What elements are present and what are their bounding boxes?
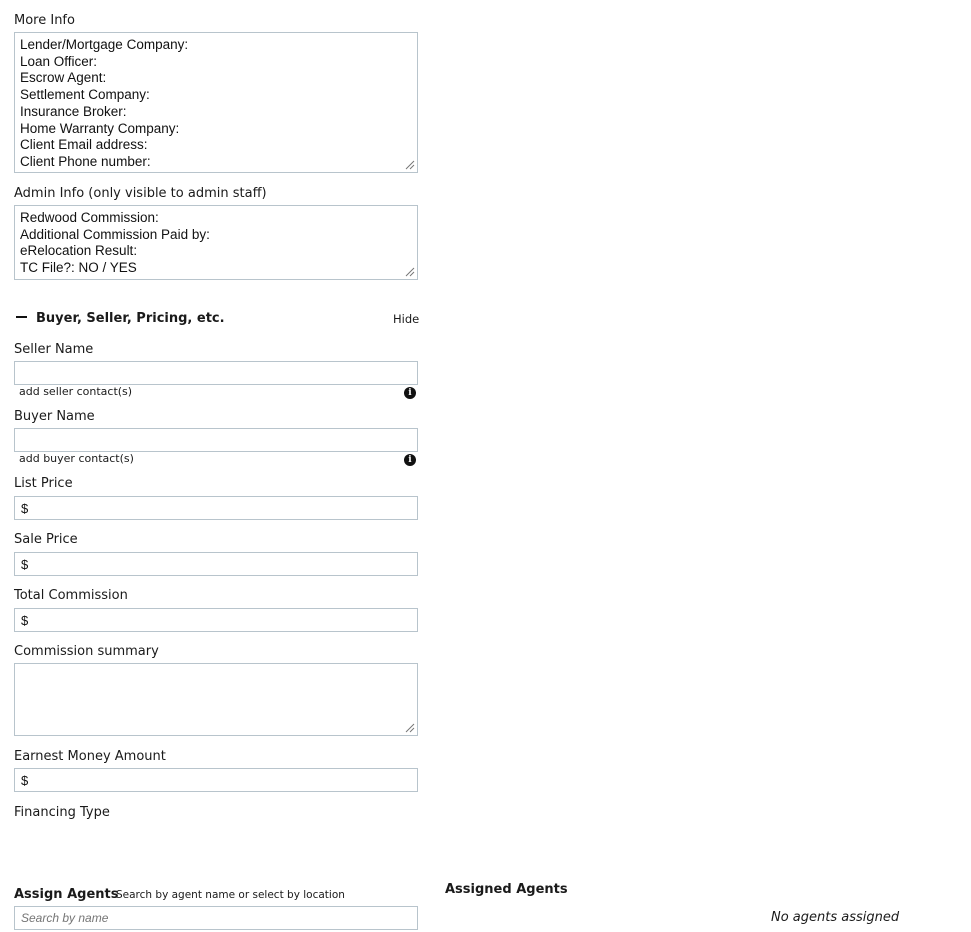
no-agents-message: No agents assigned: [771, 910, 900, 925]
assigned-agents-label: Assigned Agents: [445, 882, 568, 897]
more-info-line: Loan Officer:: [20, 53, 98, 69]
resize-grip-icon[interactable]: [405, 267, 415, 277]
more-info-line: Settlement Company:: [20, 87, 150, 103]
admin-info-line: Redwood Commission:: [20, 210, 159, 225]
list-price-label: List Price: [14, 476, 73, 491]
admin-info-line: eRelocation Result:: [20, 243, 138, 259]
earnest-money-label: Earnest Money Amount: [14, 749, 166, 764]
more-info-line: Client Email address:: [20, 137, 148, 153]
seller-name-label: Seller Name: [14, 342, 94, 357]
earnest-money-input[interactable]: [14, 768, 418, 792]
assign-agents-hint: Search by agent name or select by location: [116, 889, 345, 901]
section-title: Buyer, Seller, Pricing, etc.: [36, 311, 225, 326]
add-seller-contact-link[interactable]: add seller contact(s): [19, 385, 133, 398]
currency-prefix: $: [21, 613, 29, 628]
agent-search-input[interactable]: [14, 906, 418, 930]
currency-prefix: $: [21, 501, 29, 516]
admin-info-textarea[interactable]: [14, 205, 418, 280]
more-info-line: Insurance Broker:: [20, 103, 127, 119]
currency-prefix: $: [21, 773, 29, 788]
financing-type-label: Financing Type: [14, 805, 110, 820]
add-buyer-contact-link[interactable]: add buyer contact(s): [19, 452, 134, 465]
list-price-input[interactable]: [14, 496, 418, 520]
buyer-name-input[interactable]: [14, 428, 418, 452]
sale-price-label: Sale Price: [14, 532, 78, 547]
more-info-line: Escrow Agent:: [20, 70, 107, 86]
more-info-line: Client Phone number:: [20, 153, 151, 169]
currency-prefix: $: [21, 557, 29, 572]
commission-summary-textarea[interactable]: [14, 663, 418, 736]
more-info-line: Home Warranty Company:: [20, 120, 180, 136]
info-icon[interactable]: i: [404, 454, 416, 466]
info-icon[interactable]: i: [404, 387, 416, 399]
buyer-name-label: Buyer Name: [14, 409, 95, 424]
resize-grip-icon[interactable]: [405, 723, 415, 733]
total-commission-label: Total Commission: [14, 588, 128, 603]
hide-section-toggle[interactable]: Hide: [393, 312, 420, 326]
resize-grip-icon[interactable]: [405, 160, 415, 170]
more-info-label: More Info: [14, 13, 75, 28]
admin-info-label: Admin Info (only visible to admin staff): [14, 186, 267, 201]
minus-icon[interactable]: [16, 316, 27, 318]
sale-price-input[interactable]: [14, 552, 418, 576]
assign-agents-label: Assign Agents: [14, 887, 119, 902]
admin-info-line: Additional Commission Paid by:: [20, 226, 210, 242]
commission-summary-label: Commission summary: [14, 644, 159, 659]
total-commission-input[interactable]: [14, 608, 418, 632]
admin-info-line: TC File?: NO / YES: [20, 260, 137, 276]
more-info-textarea[interactable]: [14, 32, 418, 173]
more-info-line: Lender/Mortgage Company:: [20, 37, 189, 52]
seller-name-input[interactable]: [14, 361, 418, 385]
